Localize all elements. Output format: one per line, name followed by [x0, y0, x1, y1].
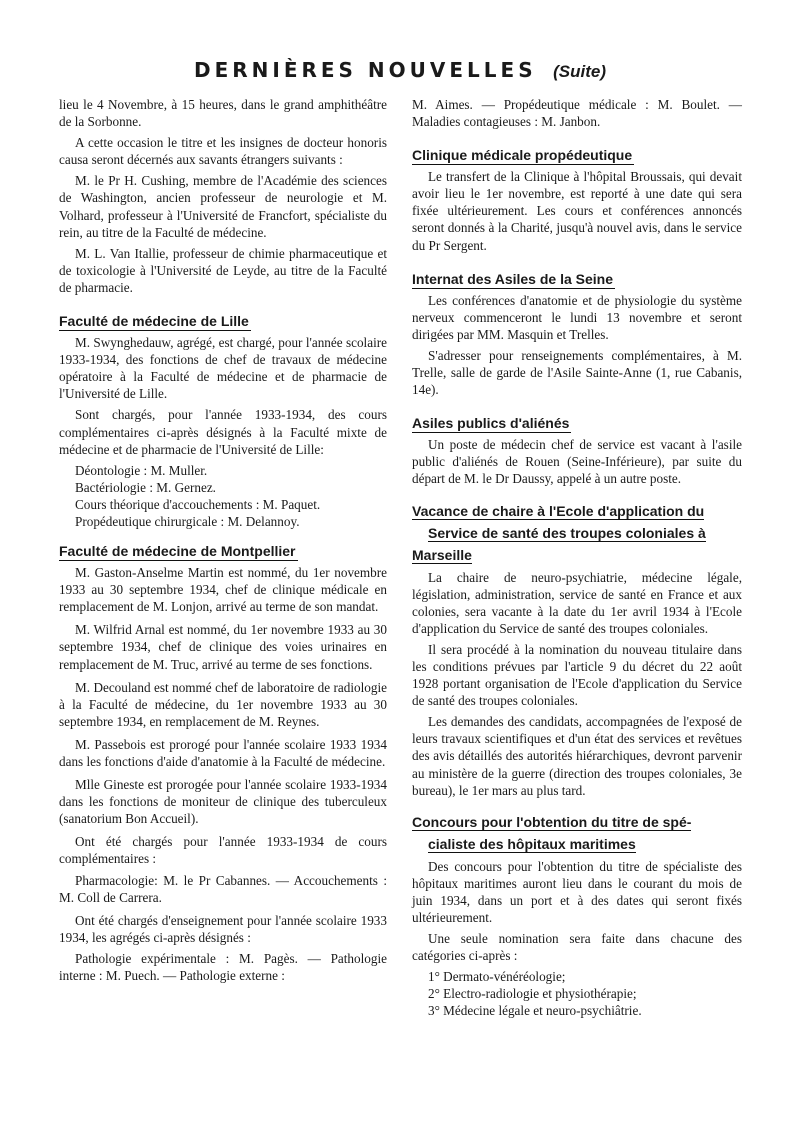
paragraph: M. Passebois est prorogé pour l'année scolaire 1933 1934 dans les fonctions d'aide d'anatomie à la Faculté de médecine. [59, 736, 387, 769]
list-item: Propédeutique chirurgicale : M. Delannoy. [75, 513, 300, 529]
left-column [59, 96, 387, 988]
paragraph: Sont chargés, pour l'année 1933-1934, des cours complémentaires ci-après désignés à la Faculté mixte de médecine et de pharmacie de l'Université de Lille: [59, 407, 387, 457]
section-heading-internat: Internat des Asiles de la Seine [412, 270, 614, 287]
paragraph: M. Aimes. — Propédeutique médicale : M. Boulet. — Maladies contagieuses : M. Janbon. [412, 97, 742, 130]
paragraph: Un poste de médecin chef de service est vacant à l'asile public d'aliénés de Rouen (Seine-Inférieure), par suite du départ de M. le Dr Daussy, appelé à un autre poste. [412, 437, 742, 487]
section-heading-vacance [412, 500, 742, 566]
section-heading-concours [412, 811, 742, 855]
section-heading-montpellier: Faculté de médecine de Montpellier [59, 543, 296, 560]
paragraph: Une seule nomination sera faite dans chacune des catégories ci-après : [412, 931, 742, 964]
paragraph: M. Swynghedauw, agrégé, est chargé, pour l'année scolaire 1933-1934, des fonctions de chef de travaux de médecine opératoire à la Faculté de médecine et de pharmacie de l'Université de Lille. [59, 335, 387, 402]
paragraph: S'adresser pour renseignements complémentaires, à M. Trelle, salle de garde de l'Asile Sainte-Anne (1, rue Cabanis, 14e). [412, 347, 742, 398]
heading-line: Marseille [412, 546, 472, 563]
paragraph: Ont été chargés pour l'année 1933-1934 de cours complémentaires : [59, 834, 387, 867]
list-item: 3° Médecine légale et neuro-psychiâtrie. [428, 1003, 642, 1019]
paragraph: Pharmacologie: M. le Pr Cabannes. — Accouchements : M. Coll de Carrera. [59, 872, 387, 905]
paragraph: M. Gaston-Anselme Martin est nommé, du 1er novembre 1933 au 30 septembre 1934, chef de clinique médicale en remplacement de M. Lonjon, arrivé au terme de son mandat. [59, 565, 387, 615]
paragraph: Des concours pour l'obtention du titre de spécialiste des hôpitaux maritimes auront lieu dans le courant du mois de juin 1934, dans un port et à des dates qui seront fixés ultérieurement. [412, 858, 742, 925]
section-heading-asiles: Asiles publics d'aliénés [412, 415, 570, 432]
heading-line: Service de santé des troupes coloniales à [428, 524, 706, 541]
list-item: Bactériologie : M. Gernez. [75, 479, 216, 495]
heading-line: Concours pour l'obtention du titre de spé- [412, 813, 692, 830]
heading-line: cialiste des hôpitaux maritimes [428, 835, 636, 852]
page-title-suite: (Suite) [553, 62, 606, 81]
section-heading-lille: Faculté de médecine de Lille [59, 313, 249, 330]
paragraph: Pathologie expérimentale : M. Pagès. — Pathologie interne : M. Puech. — Pathologie externe : [59, 950, 387, 984]
paragraph: Les demandes des candidats, accompagnées de l'exposé de leurs travaux scientifiques et d'un état des services et revêtues des avis détaillés des autorités hiérarchiques, devront parvenir au ministère de la guerre (direction des troupes coloniales, 3e bureau), le 1er mars au plus tard. [412, 714, 742, 798]
paragraph: Mlle Gineste est prorogée pour l'année scolaire 1933-1934 dans les fonctions de moniteur de clinique des tuberculeux (sanatorium Bon Accueil). [59, 777, 387, 827]
paragraph: La chaire de neuro-psychiatrie, médecine légale, législation, administration, service de santé en France et aux colonies, sera vacante à la date du 1er avril 1934 à l'Ecole d'application du Service de santé des troupes coloniales. [412, 569, 742, 636]
list-item: Déontologie : M. Muller. [75, 462, 208, 478]
paragraph: M. le Pr H. Cushing, membre de l'Académie des sciences de Washington, ancien professeur de neurologie et M. Volhard, professeur à l'Université de Francfort, spécialiste du rein, au titre de la Faculté de médecine. [59, 173, 387, 240]
paragraph: A cette occasion le titre et les insignes de docteur honoris causa seront décernés aux savants étrangers suivants : [59, 135, 387, 168]
paragraph: Il sera procédé à la nomination du nouveau titulaire dans les conditions prévues par l'article 9 du décret du 22 août 1928 portant organisation de l'Ecole d'application du Service de santé des troupes coloniales. [412, 641, 742, 709]
paragraph: Les conférences d'anatomie et de physiologie du système nerveux commenceront le lundi 13 novembre et seront dirigées par MM. Masquin et Trelles. [412, 292, 742, 342]
paragraph: Le transfert de la Clinique à l'hôpital Broussais, qui devait avoir lieu le 1er novembre, est reporté à une date qui sera fixée ultérieurement. Les cours et conférences annoncés seront donnés à la Charité, jusqu'à nouvel avis, dans le service du Pr Sergent. [412, 169, 742, 253]
list-item: Cours théorique d'accouchements : M. Paquet. [75, 496, 321, 512]
paragraph: M. Wilfrid Arnal est nommé, du 1er novembre 1933 au 30 septembre 1934, chef de clinique des voies urinaires en remplacement de M. Truc, arrivé au terme de ses fonctions. [59, 622, 387, 672]
page-title [0, 56, 800, 86]
paragraph: Ont été chargés d'enseignement pour l'année scolaire 1933 1934, les agrégés ci-après désignés : [59, 912, 387, 945]
list-item: 2° Electro-radiologie et physiothérapie; [428, 986, 637, 1002]
right-column [412, 96, 742, 1020]
page-title-main: DERNIÈRES NOUVELLES [193, 58, 537, 82]
paragraph: M. Decouland est nommé chef de laboratoire de radiologie à la Faculté de médecine, du 1er novembre 1933 au 30 septembre 1934, en remplacement de M. Reynes. [59, 679, 387, 729]
list-item: 1° Dermato-vénéréologie; [428, 969, 566, 985]
heading-line: Vacance de chaire à l'Ecole d'application du [412, 502, 705, 519]
section-heading-clinique: Clinique médicale propédeutique [412, 147, 633, 164]
paragraph: M. L. Van Itallie, professeur de chimie pharmaceutique et de toxicologie à l'Université de Leyde, au titre de la Faculté de pharmacie. [59, 245, 387, 295]
paragraph: lieu le 4 Novembre, à 15 heures, dans le grand amphithéâtre de la Sorbonne. [59, 97, 387, 130]
